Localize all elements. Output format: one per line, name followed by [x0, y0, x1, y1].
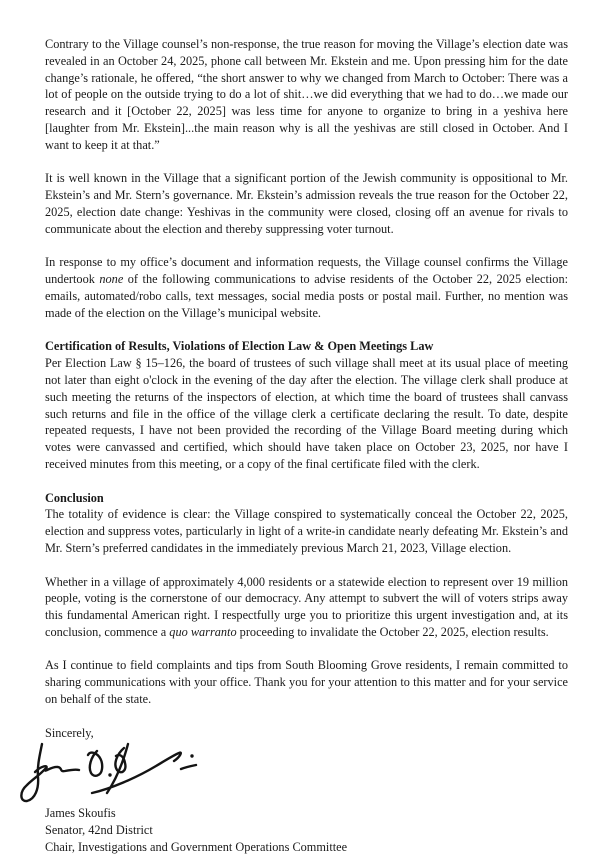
closing-sincerely: Sincerely, [45, 725, 94, 740]
paragraph-democracy-italic: quo warranto [169, 624, 237, 639]
signoff-title: Senator, 42nd District [45, 823, 153, 838]
paragraph-certification: Per Election Law § 15–126, the board of trustees of such village shall meet at its usual place of meeting not later than eight o'clock in the evening of the day after the election. The village clerk shall produce at such meeting the returns of the inspectors of election, at which time the board of trustees shall canvass such returns and file in the office of the village clerk a certificate declaring the result. To date, despite repeated requests, I have not been provided the recording of the Village Board meeting during which votes were canvassed and certified, which should have taken place on October 23, 2025, nor have I received minutes from this meeting, or a copy of the final certificate filed with the clerk. [45, 356, 568, 471]
signoff-committee: Chair, Investigations and Government Operations Committee [45, 840, 348, 855]
paragraph-office-requests-post: of the following communications to advise residents of the October 22, 2025 election: emails, automated/robo calls, text messages, social media posts or postal mail. Further, no mention was made of the election on the Village’s municipal website. [45, 272, 569, 320]
paragraph-conclusion: The totality of evidence is clear: the Village conspired to systematically conceal the October 22, 2025, election and suppress votes, particularly in light of a write-in candidate nearly defeating Mr. Ekstein’s and Mr. Stern’s preferred candidates in the immediately previous March 21, 2023, Village election. [45, 507, 568, 555]
signature-image [18, 741, 200, 805]
paragraph-well-known: It is well known in the Village that a significant portion of the Jewish community is oppositional to Mr. Ekstein’s and Mr. Stern’s governance. Mr. Ekstein’s admission reveals the true reason for the October 22, 2025, election date change: Yeshivas in the community were closed, closing off an avenue for rivals to communicate about the election and thereby suppressing voter turnout. [45, 171, 568, 236]
signoff-name: James Skoufis [45, 806, 116, 821]
paragraph-office-requests [45, 254, 568, 321]
paragraph-office-requests-italic: none [99, 272, 124, 287]
signoff-block [45, 805, 568, 855]
paragraph-continue: As I continue to field complaints and tips from South Blooming Grove residents, I remain committed to sharing communications with your office. Thank you for your attention to this matter and for your service on behalf of the state. [45, 658, 568, 707]
section-heading-conclusion: Conclusion [45, 490, 104, 505]
paragraph-counsel-nonresponse: Contrary to the Village counsel’s non-response, the true reason for moving the Village’s election date was revealed in an October 24, 2025, phone call between Mr. Ekstein and me. Upon pressing him for the date change’s rationale, he offered, “the short answer to why we changed from March to October: There was a lot of people on the outside trying to do a lot of shit…we did everything that we had to do…we made our research and it [October 22, 2025] was less time for anyone to organize to bring in a yeshiva here [laughter from Mr. Ekstein]...the main reason why is all the yeshivas are still closed in October. And I want to keep it at that.” [45, 37, 568, 152]
paragraph-office-requests-pre: In response to my office’s document and information requests, the Village counsel confirms the Village undertook [45, 255, 568, 287]
section-heading-certification: Certification of Results, Violations of Election Law & Open Meetings Law [45, 339, 434, 354]
letter-body [45, 36, 568, 856]
paragraph-democracy-post: proceeding to invalidate the October 22, 2025, election results. [236, 624, 549, 639]
paragraph-democracy-pre: Whether in a village of approximately 4,000 residents or a statewide election to represent over 19 million people, voting is the cornerstone of our democracy. Any attempt to subvert the will of voters strips away this fundamental American right. I respectfully urge you to prioritize this urgent investigation and, at its conclusion, commence a [45, 574, 568, 639]
paragraph-democracy [45, 574, 568, 641]
